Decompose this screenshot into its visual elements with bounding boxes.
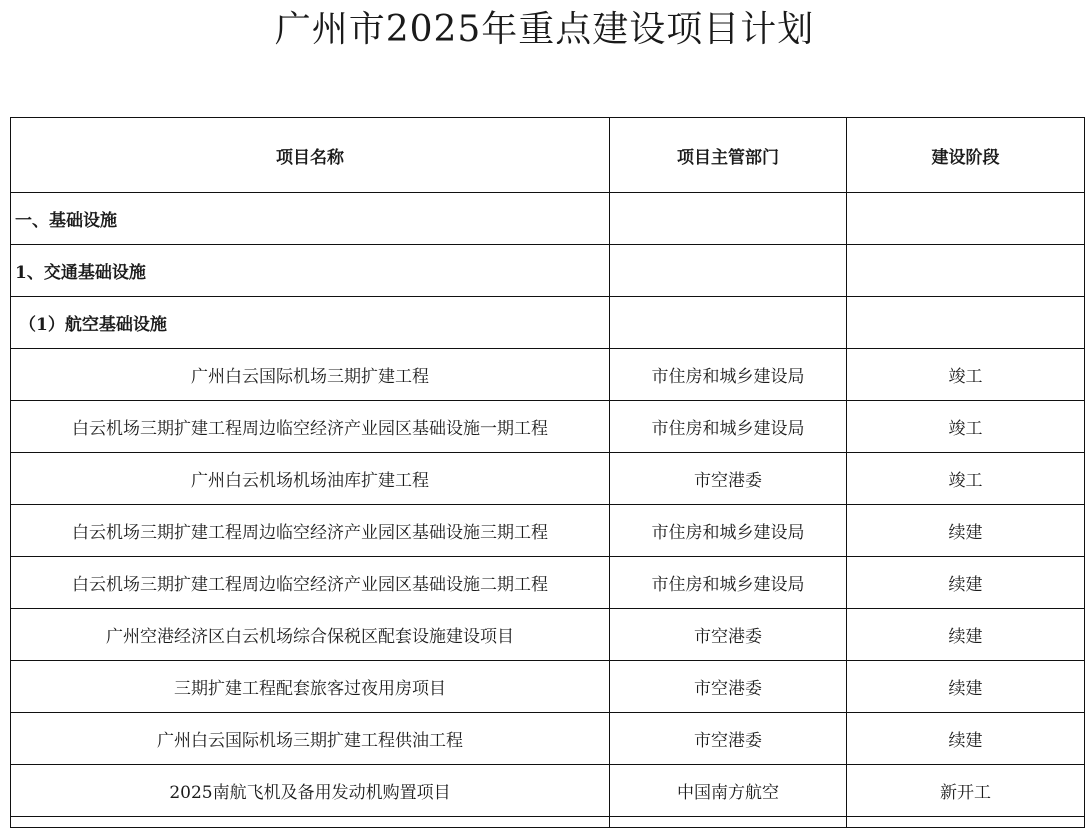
table-row <box>11 557 1085 609</box>
section-label: 一、基础设施 <box>11 193 610 245</box>
table-row <box>11 505 1085 557</box>
empty-cell <box>847 817 1085 828</box>
column-header-stage: 建设阶段 <box>847 118 1085 193</box>
page-title: 广州市2025年重点建设项目计划 <box>274 9 815 50</box>
project-name: 白云机场三期扩建工程周边临空经济产业园区基础设施一期工程 <box>11 401 610 453</box>
project-department: 市住房和城乡建设局 <box>610 401 847 453</box>
empty-cell <box>610 245 847 297</box>
table-row <box>11 609 1085 661</box>
empty-cell <box>11 817 610 828</box>
empty-cell <box>847 245 1085 297</box>
empty-cell <box>610 297 847 349</box>
project-stage: 竣工 <box>847 401 1085 453</box>
table-row <box>11 453 1085 505</box>
project-department: 市住房和城乡建设局 <box>610 349 847 401</box>
table-row <box>11 349 1085 401</box>
project-name: 广州白云国际机场三期扩建工程供油工程 <box>11 713 610 765</box>
project-stage: 续建 <box>847 713 1085 765</box>
project-department: 市住房和城乡建设局 <box>610 505 847 557</box>
project-department: 市空港委 <box>610 453 847 505</box>
project-name: 2025南航飞机及备用发动机购置项目 <box>11 765 610 817</box>
project-stage: 续建 <box>847 661 1085 713</box>
project-name: 广州白云国际机场三期扩建工程 <box>11 349 610 401</box>
project-department: 市空港委 <box>610 661 847 713</box>
empty-cell <box>610 193 847 245</box>
table-row <box>11 765 1085 817</box>
project-stage: 新开工 <box>847 765 1085 817</box>
table-row <box>11 661 1085 713</box>
project-stage: 竣工 <box>847 349 1085 401</box>
project-name: 广州白云机场机场油库扩建工程 <box>11 453 610 505</box>
project-department: 市空港委 <box>610 713 847 765</box>
column-header-department: 项目主管部门 <box>610 118 847 193</box>
project-name: 白云机场三期扩建工程周边临空经济产业园区基础设施二期工程 <box>11 557 610 609</box>
project-name: 白云机场三期扩建工程周边临空经济产业园区基础设施三期工程 <box>11 505 610 557</box>
section-row <box>11 193 1085 245</box>
section-label: 1、交通基础设施 <box>11 245 610 297</box>
project-department: 中国南方航空 <box>610 765 847 817</box>
project-stage: 竣工 <box>847 453 1085 505</box>
column-header-name: 项目名称 <box>11 118 610 193</box>
table-row <box>11 713 1085 765</box>
project-table <box>10 117 1085 828</box>
project-stage: 续建 <box>847 609 1085 661</box>
table-header-row <box>11 118 1085 193</box>
project-name: 三期扩建工程配套旅客过夜用房项目 <box>11 661 610 713</box>
project-name: 广州空港经济区白云机场综合保税区配套设施建设项目 <box>11 609 610 661</box>
empty-cell <box>847 297 1085 349</box>
project-stage: 续建 <box>847 557 1085 609</box>
section-label: （1）航空基础设施 <box>11 297 610 349</box>
project-stage: 续建 <box>847 505 1085 557</box>
table-row-cut-off <box>11 817 1085 828</box>
empty-cell <box>847 193 1085 245</box>
table-row <box>11 401 1085 453</box>
project-department: 市空港委 <box>610 609 847 661</box>
section-row <box>11 245 1085 297</box>
project-department: 市住房和城乡建设局 <box>610 557 847 609</box>
empty-cell <box>610 817 847 828</box>
section-row <box>11 297 1085 349</box>
